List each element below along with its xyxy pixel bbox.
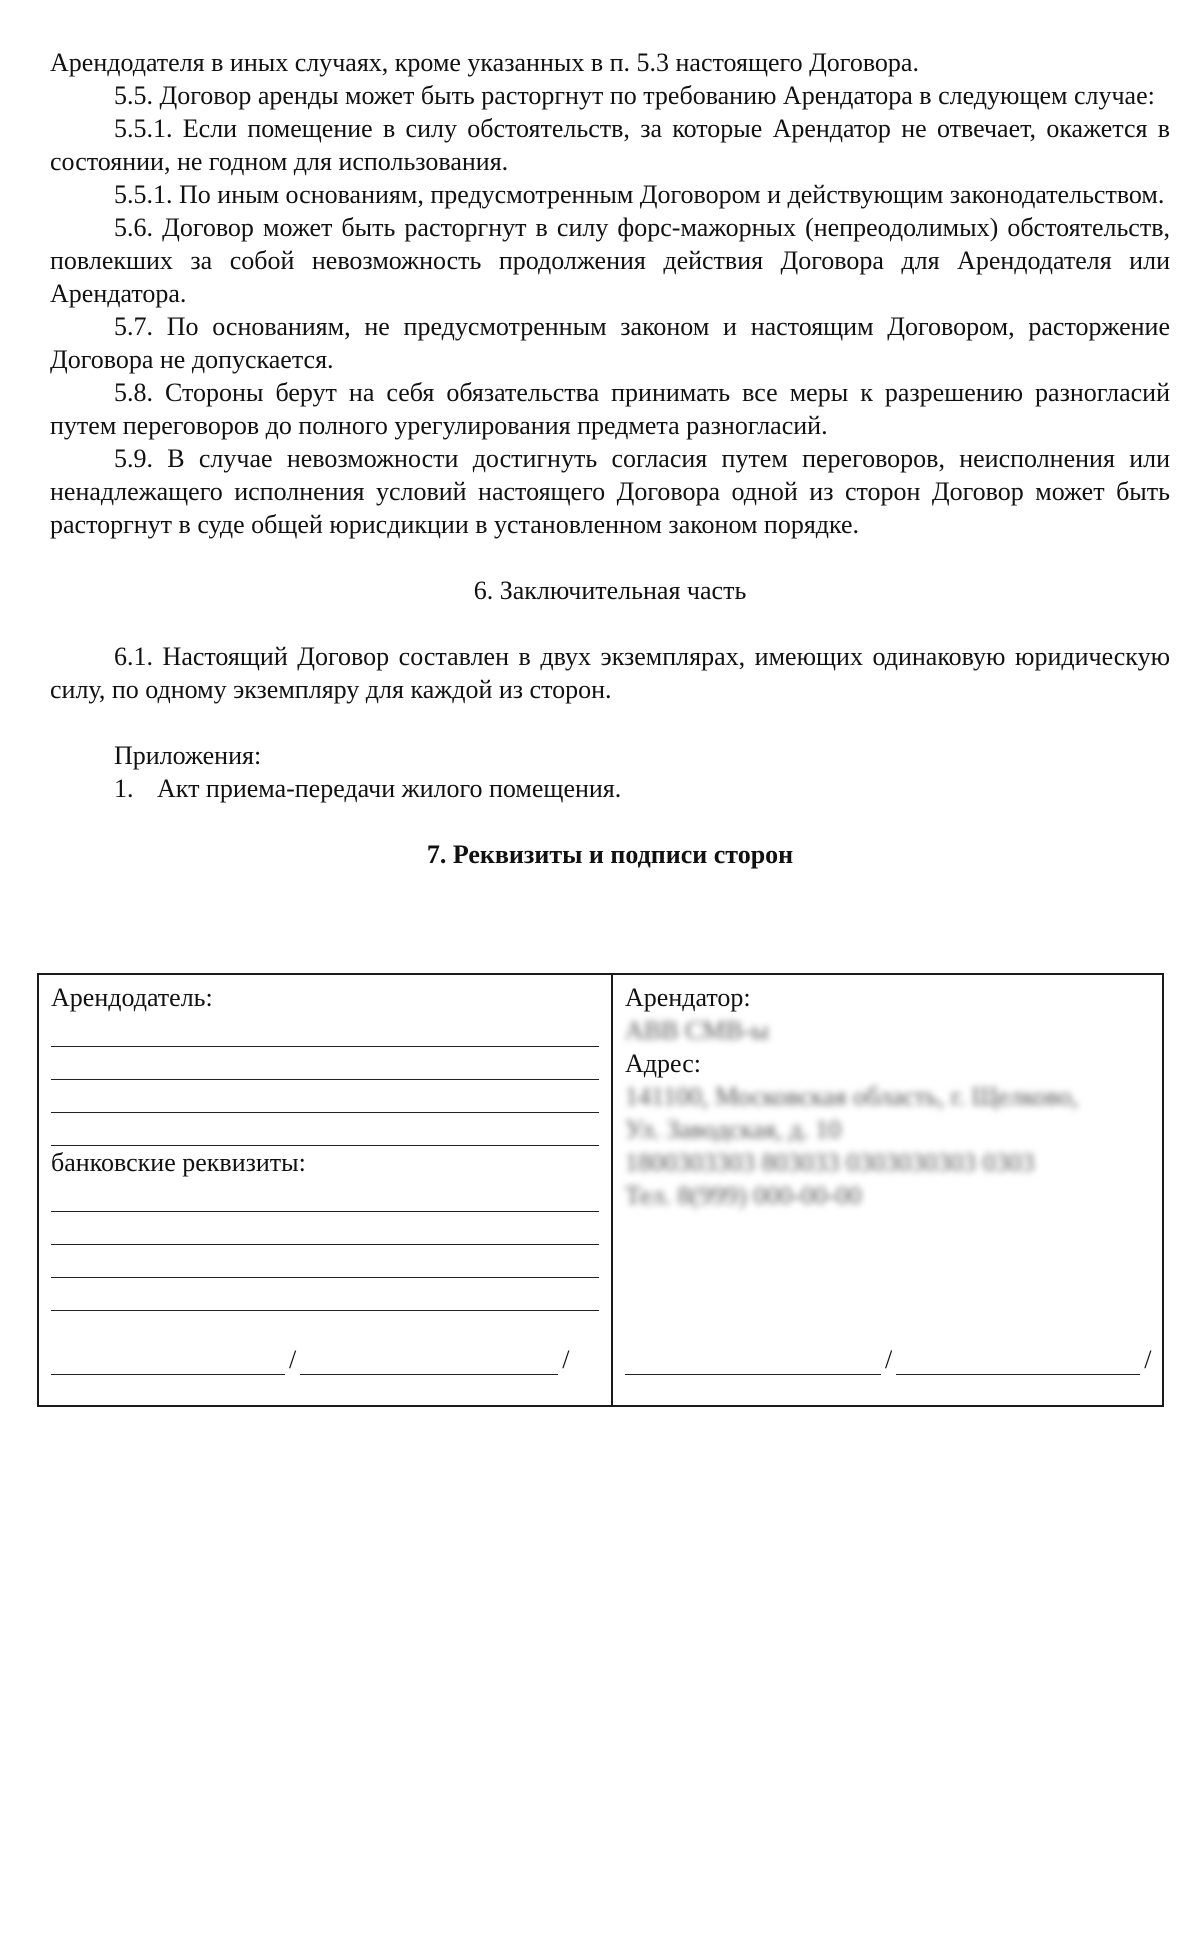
landlord-blank-line	[51, 1080, 599, 1113]
bank-details-label: банковские реквизиты:	[51, 1148, 306, 1177]
bank-blank-line	[51, 1278, 599, 1311]
landlord-blank-line	[51, 1113, 599, 1146]
bank-blank-line	[51, 1245, 599, 1278]
signatures-table	[37, 973, 1164, 1407]
clause-5-5-1a: 5.5.1. Если помещение в силу обстоятельств, за которые Арендатор не отвечает, окажется в состоянии, не годном для использования.	[50, 114, 1170, 176]
clause-5-5: 5.5. Договор аренды может быть расторгнут по требованию Арендатора в следующем случае:	[114, 81, 1155, 110]
clause-6-1: 6.1. Настоящий Договор составлен в двух экземплярах, имеющих одинаковую юридическую силу, по одному экземпляру для каждой из сторон.	[50, 642, 1170, 704]
appendix-item	[50, 772, 1170, 805]
section-7-title: 7. Реквизиты и подписи сторон	[426, 840, 794, 869]
signature-slash: /	[562, 1345, 570, 1374]
landlord-label: Арендодатель:	[51, 983, 213, 1012]
landlord-blank-line	[51, 1014, 599, 1047]
appendix-item-number: 1.	[114, 774, 134, 803]
document-page	[50, 46, 1170, 871]
landlord-blank-line	[51, 1047, 599, 1080]
address-redacted-line: 141100, Московская область, г. Щелково,	[625, 1082, 1079, 1111]
signature-slash: /	[885, 1345, 893, 1374]
paragraph-continuation: Арендодателя в иных случаях, кроме указанных в п. 5.3 настоящего Договора.	[50, 48, 919, 77]
address-redacted-line: 1800303303 803033 0303030303 0303	[625, 1148, 1035, 1177]
clause-5-6: 5.6. Договор может быть расторгнут в силу форс-мажорных (непреодолимых) обстоятельств, повлекших за собой невозможность продолжения действия Договора для Арендодателя или Арендатора.	[50, 213, 1170, 308]
tenant-name-redacted: ABB СМВ-ы	[625, 1016, 769, 1045]
signature-slash: /	[1144, 1345, 1152, 1374]
clause-5-5-1b: 5.5.1. По иным основаниям, предусмотренным Договором и действующим законодательством.	[114, 180, 1165, 209]
bank-blank-line	[51, 1212, 599, 1245]
address-label: Адрес:	[625, 1049, 701, 1078]
address-redacted-line: Ул. Заводская, д. 10	[625, 1115, 842, 1144]
clause-5-9: 5.9. В случае невозможности достигнуть согласия путем переговоров, неисполнения или ненадлежащего исполнения условий настоящего Договора одной из сторон Договор может быть расторгнут в суде общей юрисдикции в установленном законом порядке.	[50, 444, 1170, 539]
section-6-title: 6. Заключительная часть	[473, 576, 747, 605]
tenant-cell	[612, 974, 1163, 1406]
clause-5-7: 5.7. По основаниям, не предусмотренным законом и настоящим Договором, расторжение Договора не допускается.	[50, 312, 1170, 374]
appendix-item-text: Акт приема-передачи жилого помещения.	[157, 774, 622, 803]
clause-5-8: 5.8. Стороны берут на себя обязательства принимать все меры к разрешению разногласий путем переговоров до полного урегулирования предмета разногласий.	[50, 378, 1170, 440]
appendix-label: Приложения:	[114, 741, 262, 770]
bank-blank-line	[51, 1179, 599, 1212]
signature-slash: /	[289, 1345, 297, 1374]
tenant-label: Арендатор:	[625, 983, 751, 1012]
address-redacted-line: Тел. 8(999) 000-00-00	[625, 1181, 862, 1210]
tenant-signature-line	[625, 1342, 1155, 1375]
landlord-signature-line	[51, 1342, 573, 1375]
landlord-cell	[38, 974, 612, 1406]
